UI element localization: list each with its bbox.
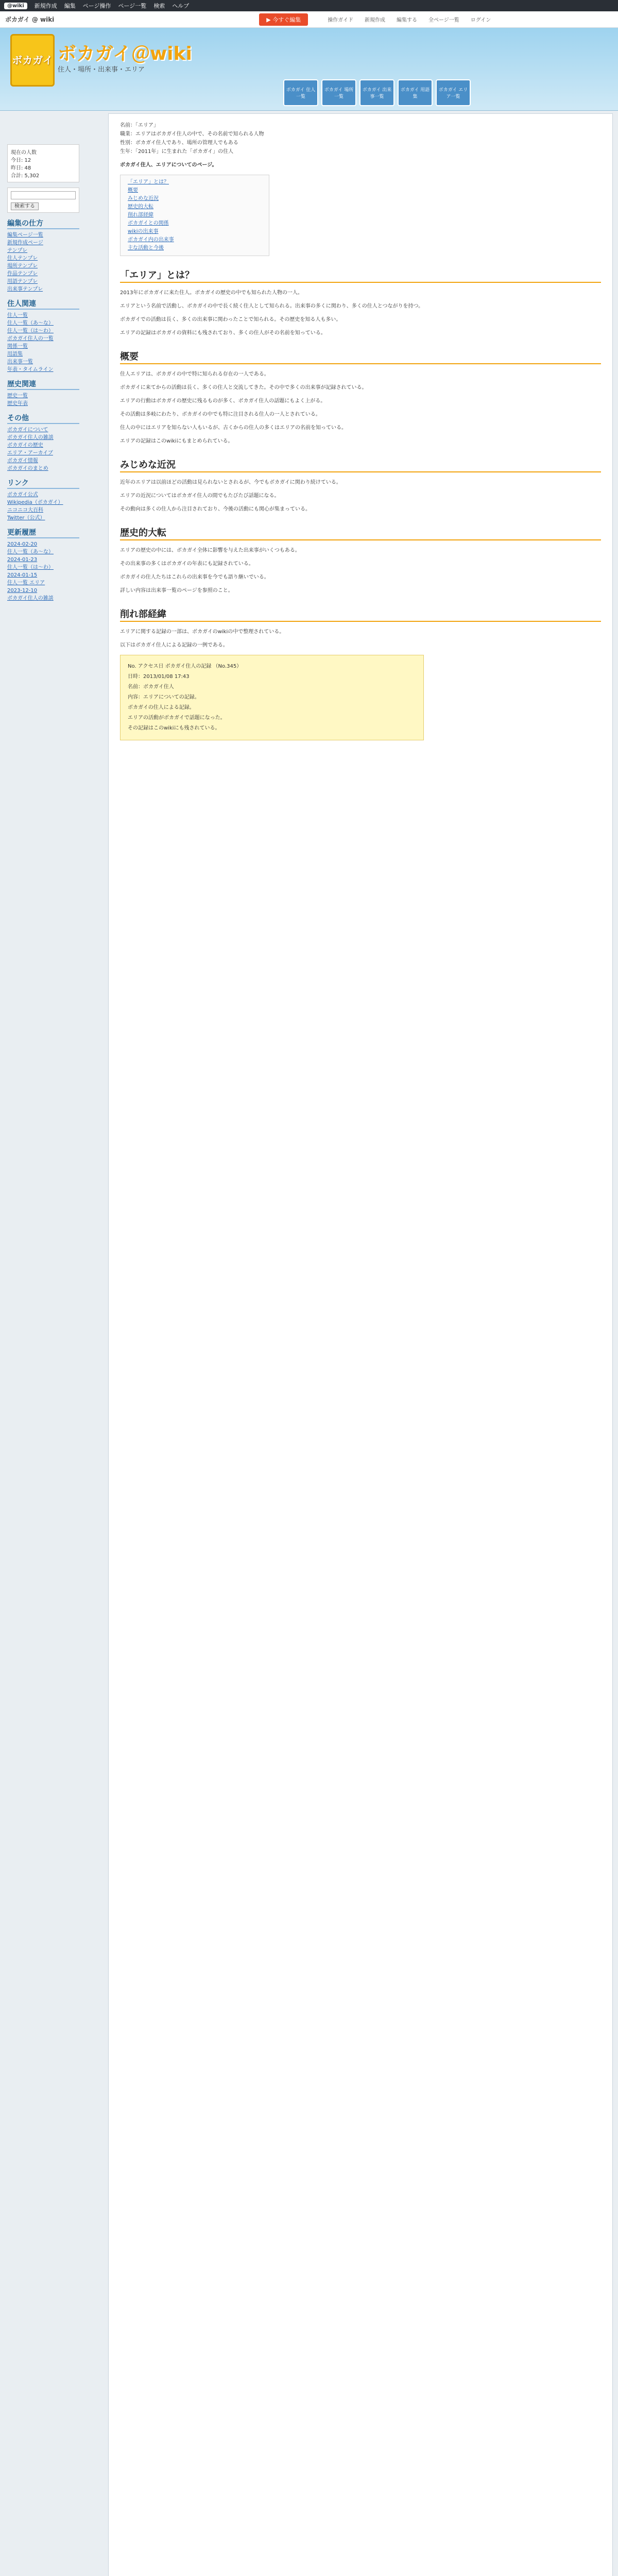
top-nav-bar (0, 0, 618, 11)
visitor-counter (7, 144, 79, 182)
section-paragraph: エリアという名前で活動し、ボカガイの中で長く続く住人として知られる。出来事の多くに関わり、多くの住人とつながりを持つ。 (120, 303, 424, 309)
sidebar-link[interactable]: 住人一覧（は〜わ） (7, 565, 54, 570)
sidebar-link[interactable]: 住人一覧（は〜わ） (7, 328, 54, 334)
section-heading: 削れ部経緯 (120, 611, 601, 622)
menu-item-search[interactable]: 検索 (153, 3, 165, 9)
counter-title: 現在の人数 (11, 150, 37, 156)
tool-all-pages[interactable]: 全ページ一覧 (428, 18, 459, 23)
menu-item-new[interactable]: 新規作成 (34, 3, 57, 9)
sidebar-link[interactable]: Twitter（公式） (7, 515, 45, 521)
meta-line: 職業：エリアはボカガイ住人の中で、その名前で知られる人物 (120, 131, 264, 137)
toc-link[interactable]: 「エリア」とは？ (128, 179, 169, 185)
sidebar-heading: 住人関連 (7, 298, 79, 310)
counter-yesterday: 昨日: 48 (11, 165, 31, 171)
section-paragraph: 2013年にボカガイに来た住人。ボカガイの歴史の中でも知られた人物の一人。 (120, 290, 303, 296)
toc-link[interactable]: 歴史的大転 (128, 204, 153, 210)
site-subtitle: 住人・場所・出来事・エリア (58, 66, 145, 74)
section-paragraph: 以下はボカガイ住人による記録の一例である。 (120, 642, 228, 648)
site-banner (0, 28, 618, 111)
sidebar-link[interactable]: 住人一覧 エリア (7, 580, 45, 586)
toc-link[interactable]: ボカガイとの関係 (128, 221, 169, 226)
sidebar-link[interactable]: 2023-12-10 (7, 588, 38, 594)
section-heading: みじめな近況 (120, 461, 601, 472)
sidebar-link[interactable]: 住人一覧（あ〜な） (7, 549, 54, 555)
sidebar-heading: その他 (7, 413, 79, 424)
banner-nav-glossary[interactable]: ボカガイ 用語集 (398, 79, 433, 106)
menu-item-page-ops[interactable]: ページ操作 (82, 3, 111, 9)
sidebar-link[interactable]: ボカガイ公式 (7, 492, 38, 498)
banner-nav (283, 79, 471, 106)
sidebar-link[interactable]: エリア・アーカイブ (7, 450, 53, 456)
sidebar-heading: 編集の仕方 (7, 218, 79, 229)
sidebar-link[interactable]: 住人一覧（あ〜な） (7, 320, 54, 326)
section-paragraph: エリアに関する記録の一部は、ボカガイのwikiの中で整理されている。 (120, 629, 285, 635)
sidebar-link[interactable]: 関係一覧 (7, 344, 28, 349)
site-name[interactable]: ボカガイ @ wiki (5, 16, 55, 23)
section-paragraph: エリアの記録はこのwikiにもまとめられている。 (120, 438, 233, 444)
section-paragraph: エリアの行動はボカガイの歴史に残るものが多く、ボカガイ住人の話題にもよく上がる。 (120, 398, 326, 404)
quote-line: 日時：2013/01/08 17:43 (128, 674, 190, 680)
sidebar-link[interactable]: ボカガイ住人の雑談 (7, 596, 54, 601)
section-heading: 「エリア」とは？ (120, 272, 601, 283)
toc-link[interactable]: wikiの出来事 (128, 229, 159, 234)
sidebar-link[interactable]: 作品テンプレ (7, 271, 38, 277)
meta-line: 名前：「エリア」 (120, 123, 159, 128)
table-of-contents (120, 175, 269, 256)
sidebar-link[interactable]: 歴史一覧 (7, 393, 28, 399)
counter-total: 合計: 5,302 (11, 173, 40, 179)
sidebar-link[interactable]: ボカガイ住人の一覧 (7, 336, 54, 342)
sidebar-link[interactable]: Wikipedia（ボカガイ） (7, 500, 63, 505)
section-heading: 概要 (120, 353, 601, 364)
section-paragraph: その出来事の多くはボカガイの年表にも記録されている。 (120, 561, 254, 567)
sidebar-link[interactable]: テンプレ (7, 248, 28, 253)
section-paragraph: エリアの歴史の中には、ボカガイ全体に影響を与えた出来事がいくつもある。 (120, 548, 300, 553)
sidebar-link[interactable]: 出来事一覧 (7, 359, 33, 365)
sidebar-link[interactable]: 2024-01-15 (7, 572, 38, 578)
sidebar-link[interactable]: ボカガイ住人の雑談 (7, 435, 54, 440)
top-menu (35, 2, 190, 10)
sidebar-heading: リンク (7, 478, 79, 489)
sidebar-heading: 歴史関連 (7, 379, 79, 390)
toc-link[interactable]: 削れ部経緯 (128, 212, 153, 218)
section-paragraph: 住人エリアは、ボカガイの中で特に知られる存在の一人である。 (120, 371, 269, 377)
sidebar-link[interactable]: ボカガイ情報 (7, 458, 38, 464)
banner-nav-areas[interactable]: ボカガイ エリア一覧 (436, 79, 471, 106)
sidebar-link[interactable]: 2024-02-20 (7, 541, 38, 547)
banner-nav-residents[interactable]: ボカガイ 住人一覧 (283, 79, 318, 106)
section-paragraph: ボカガイに来てからの活動は長く、多くの住人と交流してきた。その中で多くの出来事が記録されている。 (120, 385, 367, 391)
quote-line: 名前：ボカガイ住人 (128, 684, 174, 690)
meta-line: 性別：ボカガイ住人であり、場所の管理人でもある (120, 140, 238, 146)
search-input[interactable] (11, 191, 76, 199)
section-paragraph: エリアの近況についてはボカガイ住人の間でもたびたび話題になる。 (120, 493, 280, 499)
atwiki-logo[interactable]: @wiki (4, 3, 27, 9)
sidebar-link[interactable]: 住人テンプレ (7, 256, 38, 261)
tool-links (328, 15, 491, 23)
search-box (7, 188, 79, 213)
section-paragraph: その活動は多岐にわたり、ボカガイの中でも特に注目される住人の一人とされている。 (120, 412, 321, 417)
toc-link[interactable]: ボカガイ内の出来事 (128, 237, 174, 243)
search-button[interactable]: 検索する (11, 202, 39, 210)
site-toolbar (0, 11, 618, 28)
main-content (108, 113, 613, 2576)
sidebar-link[interactable]: 2024-01-23 (7, 557, 38, 563)
menu-item-help[interactable]: ヘルプ (172, 3, 190, 9)
toc-link[interactable]: みじめな近況 (128, 196, 159, 201)
menu-item-edit[interactable]: 編集 (64, 3, 76, 9)
article-sections (120, 272, 601, 740)
banner-nav-places[interactable]: ボカガイ 場所一覧 (321, 79, 356, 106)
banner-nav-events[interactable]: ボカガイ 出来事一覧 (359, 79, 394, 106)
toc-link[interactable]: 主な活動と今後 (128, 245, 164, 251)
sidebar-link[interactable]: 住人一覧 (7, 313, 28, 318)
sidebar-link[interactable]: 年表・タイムライン (7, 367, 54, 372)
tool-login[interactable]: ログイン (470, 18, 491, 23)
sidebar-sections (7, 218, 79, 602)
section-heading: 歴史的大転 (120, 529, 601, 540)
sidebar-link[interactable]: 用語テンプレ (7, 279, 38, 284)
lead-text: ボカガイ住人、エリアについてのページ。 (120, 162, 217, 168)
section-paragraph: ボカガイの住人たちはこれらの出来事を今でも語り継いでいる。 (120, 574, 269, 580)
quote-line: その記録はこのwikiにも残されている。 (128, 725, 220, 731)
toc-link[interactable]: 概要 (128, 188, 138, 193)
site-title[interactable]: ボカガイ＠wiki (58, 43, 192, 64)
sidebar-link[interactable]: ニコニコ大百科 (7, 507, 43, 513)
section-paragraph: エリアの記録はボカガイの資料にも残されており、多くの住人がその名前を知っている。 (120, 330, 326, 336)
section-paragraph: ボカガイでの活動は長く、多くの出来事に関わったことで知られる。その歴史を知る人も多い。 (120, 317, 341, 323)
sidebar-link[interactable]: 編集ページ一覧 (7, 232, 43, 238)
quote-box (120, 655, 424, 740)
tool-guide[interactable]: 操作ガイド (328, 18, 353, 23)
sidebar-link[interactable]: 場所テンプレ (7, 263, 38, 269)
article-meta (120, 122, 601, 156)
site-logo[interactable]: ボカガイ (10, 34, 55, 87)
quote-line: No. アクセス日 ボカガイ住人の記録 （No.345） (128, 664, 242, 669)
sidebar-link[interactable]: 用語集 (7, 351, 23, 357)
sidebar-link[interactable]: 出来事テンプレ (7, 286, 43, 292)
quote-line: エリアの活動がボカガイで話題になった。 (128, 715, 226, 721)
quote-line: 内容：エリアについての記録。 (128, 694, 200, 700)
section-paragraph: 詳しい内容は出来事一覧のページを参照のこと。 (120, 588, 233, 594)
meta-line: 生年：「2011年」に生まれた「ボカガイ」の住人 (120, 149, 234, 155)
section-paragraph: その動向は多くの住人から注目されており、今後の活動にも関心が集まっている。 (120, 506, 311, 512)
quote-line: ボカガイの住人による記録。 (128, 705, 195, 710)
sidebar-link[interactable]: ボカガイの歴史 (7, 443, 43, 448)
sidebar (7, 144, 79, 602)
counter-today: 今日: 12 (11, 158, 31, 163)
section-paragraph: 住人の中にはエリアを知らない人もいるが、古くからの住人の多くはエリアの名前を知っている。 (120, 425, 347, 431)
sidebar-link[interactable]: ボカガイについて (7, 427, 48, 433)
edit-now-button[interactable]: ▶ 今すぐ編集 (259, 13, 308, 26)
sidebar-link[interactable]: ボカガイのまとめ (7, 466, 48, 471)
section-paragraph: 近年のエリアは以前ほどの活動は見られないとされるが、今でもボカガイに関わり続けている。 (120, 480, 341, 485)
sidebar-link[interactable]: 歴史年表 (7, 401, 28, 406)
tool-edit[interactable]: 編集する (396, 18, 417, 23)
tool-new[interactable]: 新規作成 (364, 18, 385, 23)
menu-item-page-list[interactable]: ページ一覧 (118, 3, 147, 9)
sidebar-heading: 更新履歴 (7, 527, 79, 538)
sidebar-link[interactable]: 新規作成ページ (7, 240, 43, 246)
